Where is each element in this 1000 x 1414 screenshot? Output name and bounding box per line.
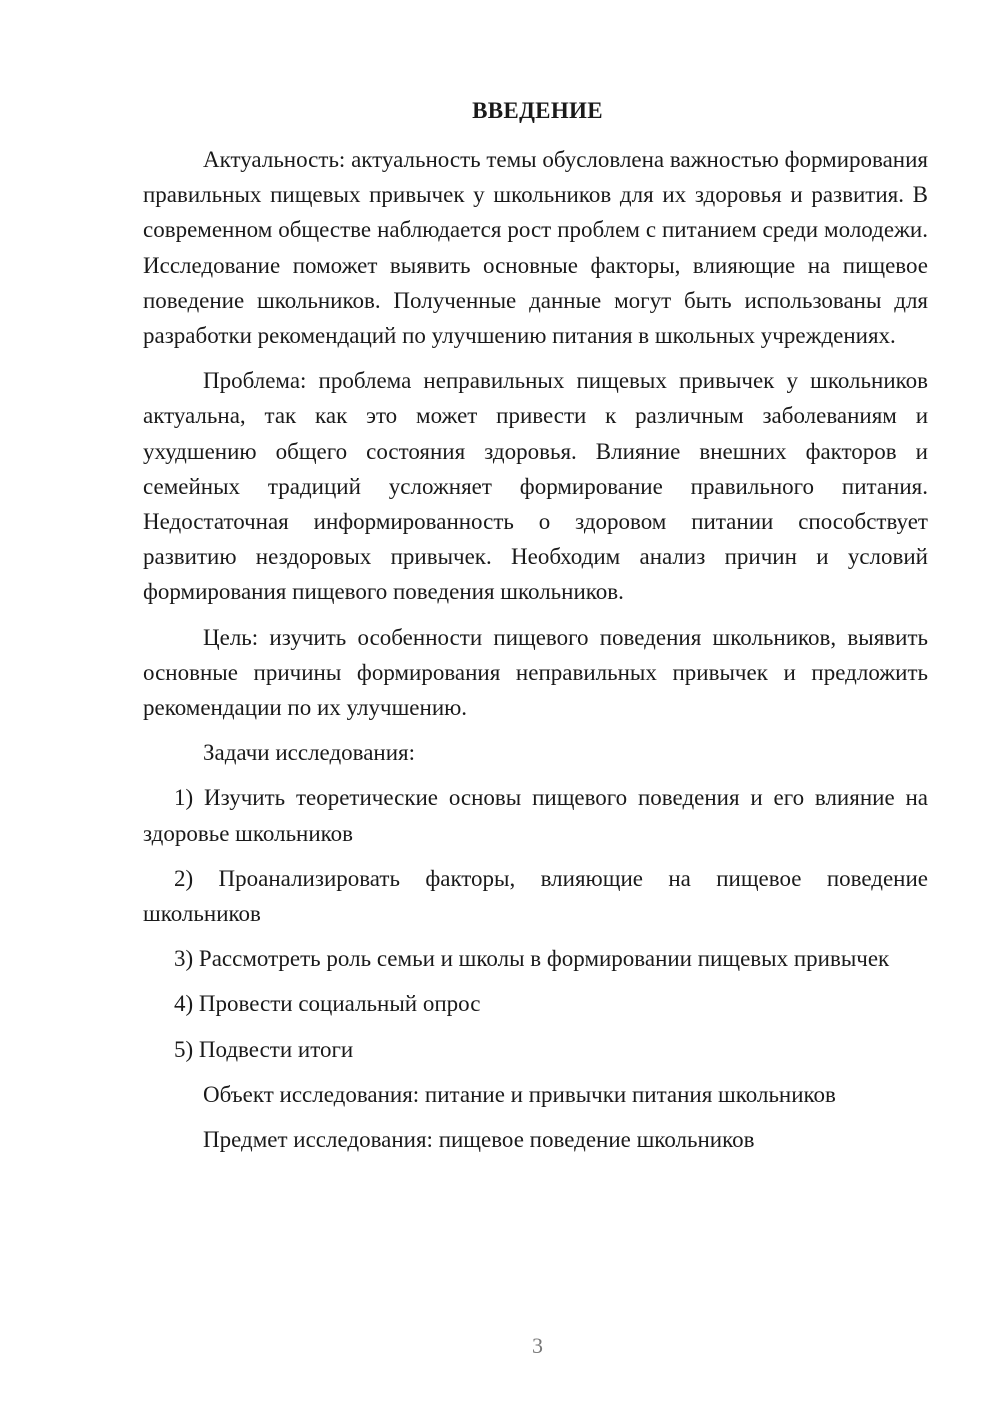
task-item-2: 2) Проанализировать факторы, влияющие на пищевое поведение школьников — [143, 865, 928, 927]
paragraph-object: Объект исследования: питание и привычки питания школьников — [203, 1081, 836, 1107]
paragraph-goal: Цель: изучить особенности пищевого поведения школьников, выявить основные причины формирования неправильных привычек и предложить рекомендации по их улучшению. — [143, 624, 928, 721]
page-number: 3 — [532, 1333, 543, 1358]
task-item-4: 4) Провести социальный опрос — [174, 991, 481, 1017]
paragraph-subject: Предмет исследования: пищевое поведение школьников — [203, 1127, 755, 1153]
task-item-1: 1) Изучить теоретические основы пищевого поведения и его влияние на здоровье школьников — [143, 785, 928, 846]
task-item-5: 5) Подвести итоги — [174, 1036, 354, 1062]
document-body — [143, 142, 928, 1167]
paragraph-relevance: Актуальность: актуальность темы обусловлена важностью формирования правильных пищевых привычек у школьников для их здоровья и развития. В современном обществе наблюдается рост проблем с питанием среди молодежи. Исследование поможет выявить основные факторы, влияющие на пищевое поведение школьников. Полученные данные могут быть использованы для разработки рекомендаций по улучшению питания в школьных учреждениях. — [143, 147, 928, 349]
paragraph-tasks-heading: Задачи исследования: — [203, 740, 416, 766]
task-item-3: 3) Рассмотреть роль семьи и школы в формировании пищевых привычек — [174, 946, 890, 972]
paragraph-problem: Проблема: проблема неправильных пищевых привычек у школьников актуальна, так как это может привести к различным заболеваниям и ухудшению общего состояния здоровья. Влияние внешних факторов и семейных традиций усложняет формирование правильного питания. Недостаточная информированность о здоровом питании способствует развитию нездоровых привычек. Необходим анализ причин и условий формирования пищевого поведения школьников. — [143, 368, 928, 605]
page-title: ВВЕДЕНИЕ — [472, 98, 603, 123]
